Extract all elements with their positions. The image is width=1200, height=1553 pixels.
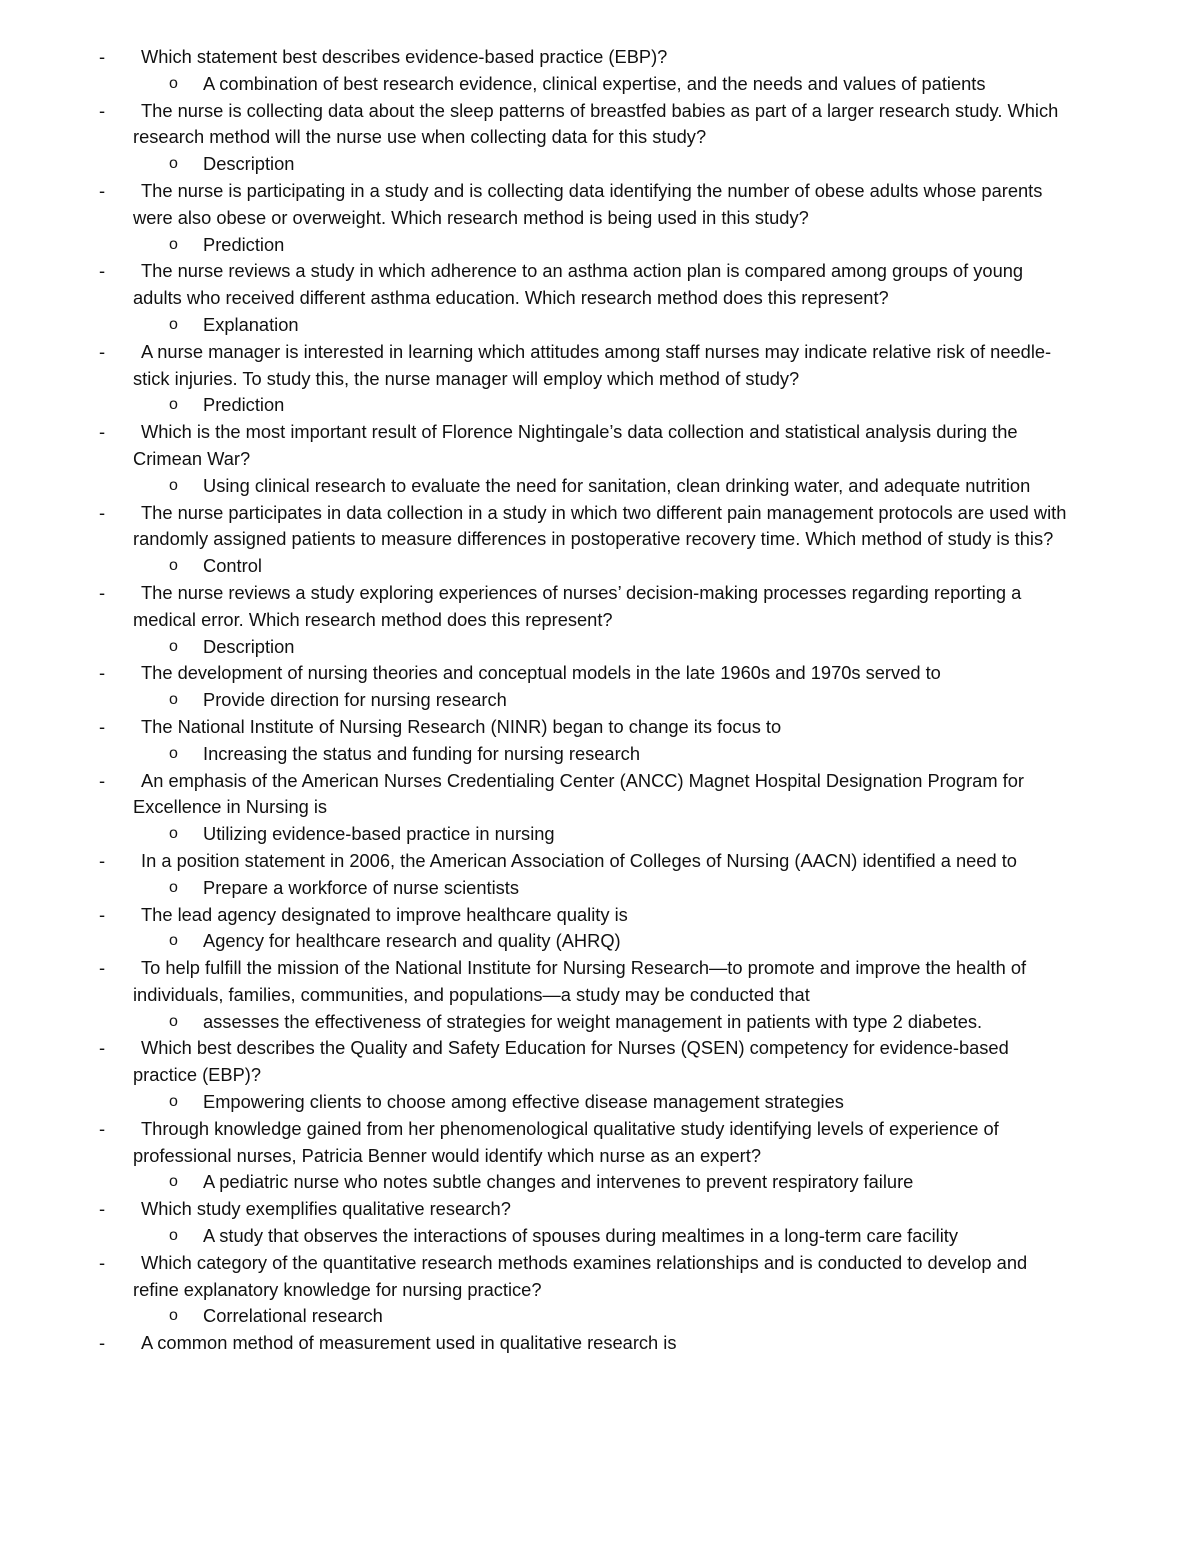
circle-bullet-icon: o — [169, 1093, 178, 1111]
circle-bullet-icon: o — [169, 155, 178, 173]
qa-item — [0, 1250, 1200, 1330]
dash-bullet-icon: - — [99, 501, 106, 523]
qa-item — [0, 902, 1200, 956]
answer-line — [0, 232, 1200, 259]
question-line — [0, 1035, 1200, 1089]
question-text: Which study exemplifies qualitative research? — [141, 1198, 511, 1220]
circle-bullet-icon: o — [169, 1307, 178, 1325]
question-text: The National Institute of Nursing Research (NINR) began to change its focus to — [141, 715, 782, 737]
circle-bullet-icon: o — [169, 691, 178, 709]
circle-bullet-icon: o — [169, 1227, 178, 1245]
dash-bullet-icon: - — [99, 179, 106, 201]
answer-line — [0, 473, 1200, 500]
question-text: Through knowledge gained from her phenomenological qualitative study identifying levels of experience of professional nurses, Patricia Benner would identify which nurse as an expert? — [133, 1117, 999, 1166]
qa-item — [0, 714, 1200, 768]
answer-line — [0, 1303, 1200, 1330]
answer-line — [0, 553, 1200, 580]
question-text: The nurse is participating in a study and is collecting data identifying the number of obese adults whose parents were also obese or overweight. Which research method is being used in this study? — [133, 179, 1043, 228]
dash-bullet-icon: - — [99, 260, 106, 282]
dash-bullet-icon: - — [99, 581, 106, 603]
qa-item — [0, 580, 1200, 660]
question-text: Which best describes the Quality and Safety Education for Nurses (QSEN) competency for evidence-based practice (EBP)? — [133, 1037, 1009, 1086]
question-line — [0, 1330, 1200, 1357]
dash-bullet-icon: - — [99, 715, 106, 737]
answer-text: Prediction — [203, 233, 285, 255]
qa-item — [0, 178, 1200, 258]
circle-bullet-icon: o — [169, 235, 178, 253]
answer-text: A combination of best research evidence, clinical expertise, and the needs and values of patients — [203, 72, 986, 94]
qa-item — [0, 1196, 1200, 1250]
answer-text: A study that observes the interactions of spouses during mealtimes in a long-term care facility — [203, 1225, 958, 1247]
answer-line — [0, 151, 1200, 178]
question-text: Which category of the quantitative research methods examines relationships and is conducted to develop and refine explanatory knowledge for nursing practice? — [133, 1251, 1028, 1300]
answer-line — [0, 875, 1200, 902]
question-line — [0, 660, 1200, 687]
question-text: The nurse reviews a study in which adherence to an asthma action plan is compared among groups of young adults who received different asthma education. Which research method does this represent? — [133, 260, 1024, 309]
dash-bullet-icon: - — [99, 849, 106, 871]
answer-text: Prediction — [203, 394, 285, 416]
answer-text: Explanation — [203, 313, 299, 335]
circle-bullet-icon: o — [169, 825, 178, 843]
question-line — [0, 258, 1200, 312]
question-text: The nurse is collecting data about the sleep patterns of breastfed babies as part of a larger research study. Which research method will the nurse use when collecting data for this study? — [133, 99, 1059, 148]
question-line — [0, 955, 1200, 1009]
dash-bullet-icon: - — [99, 340, 106, 362]
question-text: A common method of measurement used in qualitative research is — [141, 1332, 677, 1354]
question-text: The lead agency designated to improve healthcare quality is — [141, 903, 628, 925]
dash-bullet-icon: - — [99, 99, 106, 121]
dash-bullet-icon: - — [99, 903, 106, 925]
question-text: The nurse reviews a study exploring experiences of nurses’ decision-making processes regarding reporting a medical error. Which research method does this represent? — [133, 581, 1022, 630]
circle-bullet-icon: o — [169, 637, 178, 655]
qa-item — [0, 955, 1200, 1035]
question-line — [0, 1250, 1200, 1304]
question-line — [0, 902, 1200, 929]
answer-text: Provide direction for nursing research — [203, 689, 507, 711]
dash-bullet-icon: - — [99, 769, 106, 791]
dash-bullet-icon: - — [99, 1198, 106, 1220]
circle-bullet-icon: o — [169, 396, 178, 414]
answer-line — [0, 687, 1200, 714]
dash-bullet-icon: - — [99, 46, 106, 67]
qa-item — [0, 500, 1200, 580]
answer-text: Agency for healthcare research and quality (AHRQ) — [203, 930, 621, 952]
answer-line — [0, 634, 1200, 661]
answer-line — [0, 1089, 1200, 1116]
qa-item — [0, 1035, 1200, 1115]
question-text: A nurse manager is interested in learning which attitudes among staff nurses may indicate relative risk of needle-stick injuries. To study this, the nurse manager will employ which method of study? — [133, 340, 1052, 389]
circle-bullet-icon: o — [169, 476, 178, 494]
qa-item — [0, 44, 1200, 98]
dash-bullet-icon: - — [99, 1117, 106, 1139]
answer-text: Empowering clients to choose among effective disease management strategies — [203, 1091, 844, 1113]
question-answer-list — [0, 44, 1200, 1357]
answer-text: assesses the effectiveness of strategies for weight management in patients with type 2 diabetes. — [203, 1010, 983, 1032]
question-line — [0, 178, 1200, 232]
dash-bullet-icon: - — [99, 1332, 106, 1354]
question-line — [0, 580, 1200, 634]
dash-bullet-icon: - — [99, 957, 106, 979]
question-line — [0, 848, 1200, 875]
answer-line — [0, 821, 1200, 848]
question-line — [0, 98, 1200, 152]
circle-bullet-icon: o — [169, 1012, 178, 1030]
question-text: Which is the most important result of Florence Nightingale’s data collection and statistical analysis during the Crimean War? — [133, 421, 1018, 469]
answer-text: Utilizing evidence-based practice in nursing — [203, 823, 555, 845]
qa-item — [0, 1330, 1200, 1357]
question-line — [0, 44, 1200, 71]
question-line — [0, 1116, 1200, 1170]
answer-text: Description — [203, 153, 295, 175]
question-text: Which statement best describes evidence-based practice (EBP)? — [141, 46, 668, 67]
question-line — [0, 714, 1200, 741]
answer-text: Control — [203, 555, 262, 577]
circle-bullet-icon: o — [169, 744, 178, 762]
question-text: To help fulfill the mission of the National Institute for Nursing Research—to promote and improve the health of individuals, families, communities, and populations—a study may be conducted that — [133, 957, 1027, 1005]
qa-item — [0, 768, 1200, 848]
circle-bullet-icon: o — [169, 74, 178, 92]
qa-item — [0, 98, 1200, 178]
answer-line — [0, 71, 1200, 98]
qa-item — [0, 848, 1200, 902]
question-text: An emphasis of the American Nurses Credentialing Center (ANCC) Magnet Hospital Designation Program for Excellence in Nursing is — [133, 769, 1024, 818]
answer-line — [0, 928, 1200, 955]
answer-text: Description — [203, 635, 295, 657]
answer-text: Correlational research — [203, 1305, 383, 1327]
qa-item — [0, 339, 1200, 419]
question-line — [0, 500, 1200, 554]
answer-text: Using clinical research to evaluate the need for sanitation, clean drinking water, and adequate nutrition — [203, 474, 1031, 496]
answer-line — [0, 1169, 1200, 1196]
question-line — [0, 1196, 1200, 1223]
question-line — [0, 419, 1200, 473]
qa-item — [0, 258, 1200, 338]
answer-line — [0, 1009, 1200, 1036]
question-line — [0, 339, 1200, 393]
qa-item — [0, 419, 1200, 499]
answer-text: Increasing the status and funding for nursing research — [203, 742, 640, 764]
answer-line — [0, 1223, 1200, 1250]
question-text: The nurse participates in data collection in a study in which two different pain management protocols are used with randomly assigned patients to measure differences in postoperative recovery time. Which method of study is this? — [133, 501, 1067, 550]
qa-item — [0, 1116, 1200, 1196]
circle-bullet-icon: o — [169, 315, 178, 333]
qa-item — [0, 660, 1200, 714]
answer-line — [0, 312, 1200, 339]
question-text: In a position statement in 2006, the American Association of Colleges of Nursing (AACN) identified a need to — [141, 849, 1017, 871]
circle-bullet-icon: o — [169, 878, 178, 896]
answer-line — [0, 741, 1200, 768]
circle-bullet-icon: o — [169, 932, 178, 950]
question-text: The development of nursing theories and conceptual models in the late 1960s and 1970s served to — [141, 662, 941, 684]
answer-line — [0, 392, 1200, 419]
circle-bullet-icon: o — [169, 557, 178, 575]
dash-bullet-icon: - — [99, 421, 106, 443]
dash-bullet-icon: - — [99, 1251, 106, 1273]
question-line — [0, 768, 1200, 822]
dash-bullet-icon: - — [99, 1037, 106, 1059]
dash-bullet-icon: - — [99, 662, 106, 684]
circle-bullet-icon: o — [169, 1173, 178, 1191]
answer-text: A pediatric nurse who notes subtle changes and intervenes to prevent respiratory failure — [203, 1171, 914, 1193]
answer-text: Prepare a workforce of nurse scientists — [203, 876, 519, 898]
